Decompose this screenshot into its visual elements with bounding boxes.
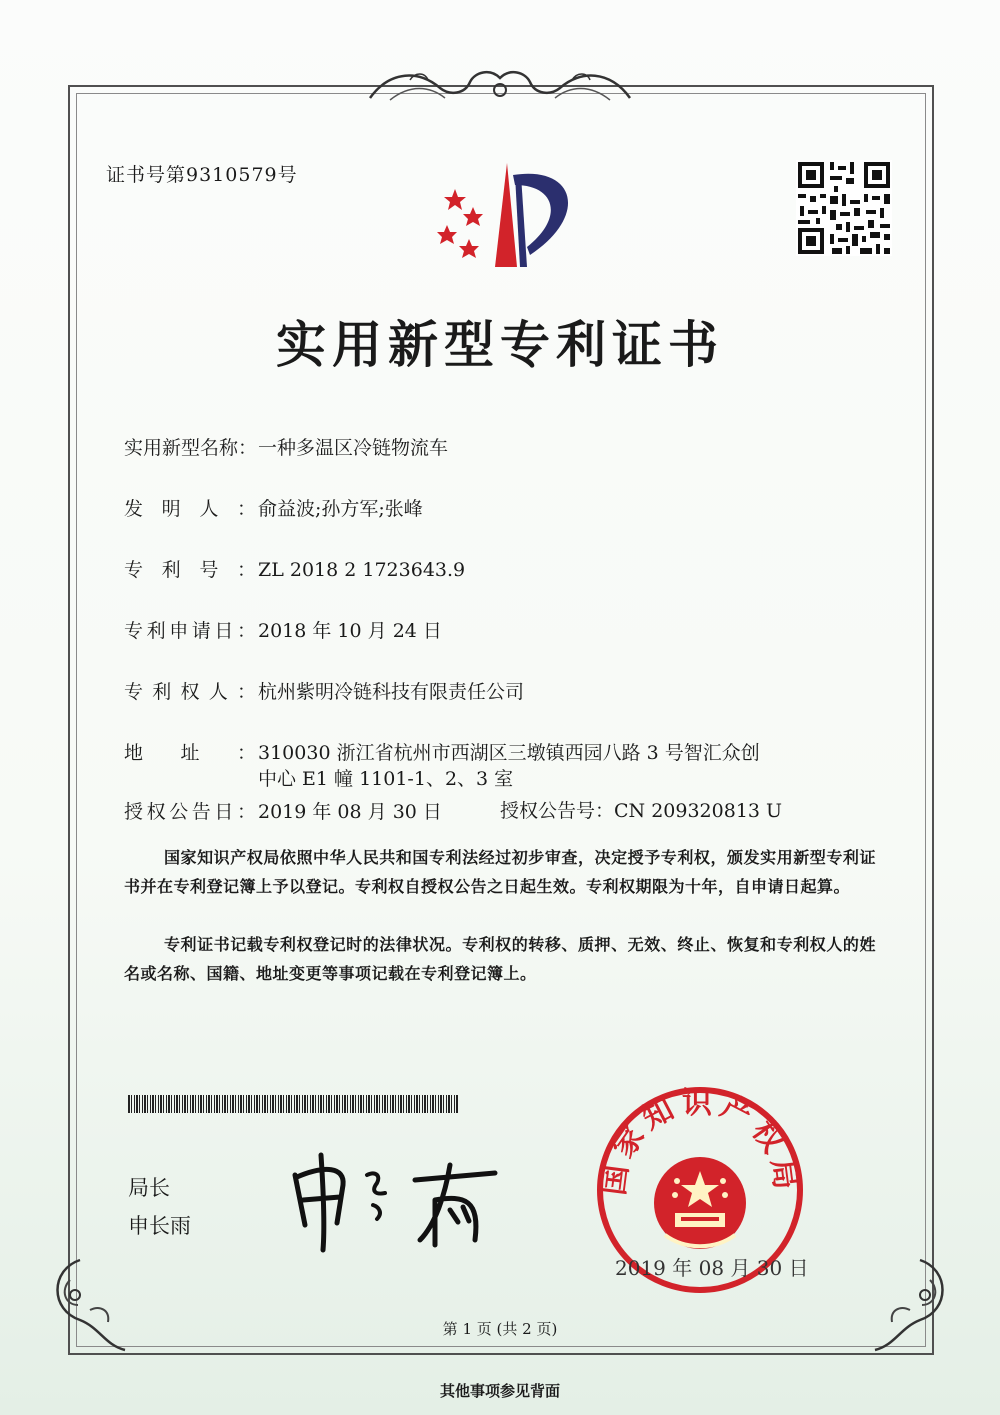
field-label: 专利权人： [124,681,256,703]
field-label: 专利申请日： [124,620,256,642]
field-patentee [124,677,524,704]
statement-paragraph: 国家知识产权局依照中华人民共和国专利法经过初步审查，决定授予专利权，颁发实用新型专利证书并在专利登记簿上予以登记。专利权自授权公告之日起生效。专利权期限为十年，自申请日起算。 [124,848,876,896]
field-label: 授权公告号： [500,800,615,822]
top-ornament-icon [350,60,650,110]
field-utility-model-name [124,433,448,460]
field-filing-date [124,616,442,643]
field-label: 实用新型名称： [124,437,258,459]
field-value: 杭州紫明冷链科技有限责任公司 [258,681,525,703]
field-value: ZL 2018 2 1723643.9 [258,559,466,581]
seal-text: 国家知识产权局 [596,1085,804,1198]
footer-note: 其他事项参见背面 [439,1382,560,1400]
certificate-number: 证书号第9310579号 [106,164,298,186]
field-value: 俞益波;孙方军;张峰 [258,498,423,520]
corner-ornament-icon [860,1250,970,1360]
corner-ornament-icon [30,1250,140,1360]
field-inventor [124,494,423,521]
field-value: 2019 年 08 月 30 日 [258,801,442,823]
field-address [124,738,760,765]
director-signature [285,1145,505,1255]
field-label: 发明人： [124,498,256,520]
director-name: 申长雨 [128,1214,191,1238]
field-grant-number [500,796,782,823]
field-grant-date [124,797,442,824]
field-address-line2: 中心 E1 幢 1101-1、2、3 室 [258,768,514,790]
field-value: 2018 年 10 月 24 日 [258,620,442,642]
certificate-title: 实用新型专利证书 [276,315,724,374]
statement-paragraph: 专利证书记载专利权登记时的法律状况。专利权的转移、质押、无效、终止、恢复和专利权人的姓名或名称、国籍、地址变更等事项记载在专利登记簿上。 [124,935,876,983]
barcode-icon [128,1095,458,1113]
field-value: CN 209320813 U [614,800,783,822]
page-number: 第 1 页 (共 2 页) [442,1320,558,1338]
qr-code-icon [796,160,892,256]
field-value: 310030 浙江省杭州市西湖区三墩镇西园八路 3 号智汇众创 [258,742,760,764]
seal-date: 2019 年 08 月 30 日 [615,1256,809,1280]
cnipa-logo-icon [425,155,585,275]
field-patent-number [124,555,465,582]
field-label: 授权公告日： [124,801,256,823]
field-label: 地址： [124,742,256,764]
field-label: 专利号： [124,559,256,581]
field-value: 一种多温区冷链物流车 [258,437,449,459]
director-title: 局长 [128,1176,170,1200]
